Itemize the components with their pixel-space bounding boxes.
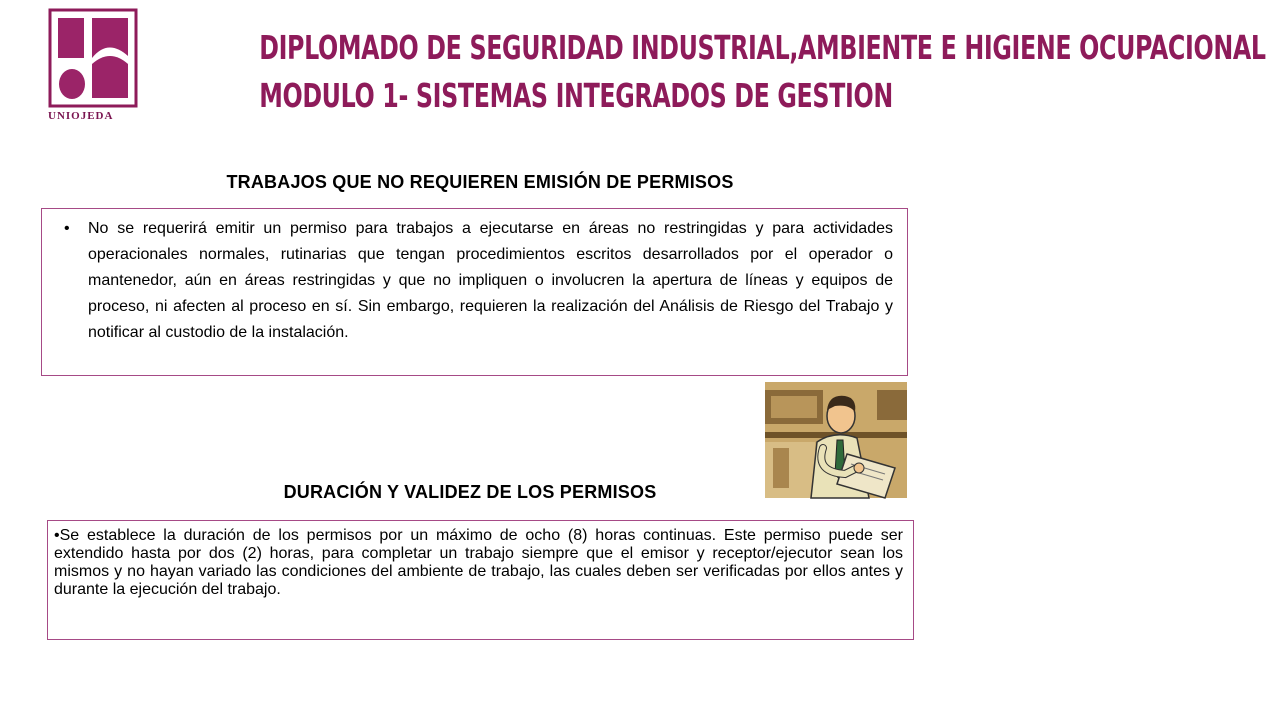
no-permits-paragraph: No se requerirá emitir un permiso para trabajos a ejecutarse en áreas no restringidas y para actividades operacionales normales, rutinarias que tengan procedimientos escritos desarrollados por el operador o mantenedor, aún en áreas restringidas y que no impliquen o involucren la apertura de líneas y equipos de proceso, ni afecten al proceso en sí. Sin embargo, requieren la realización del Análisis de Riesgo del Trabajo y notificar al custodio de la instalación.: [88, 220, 893, 341]
header-subtitle: MODULO 1- SISTEMAS INTEGRADOS DE GESTION: [259, 76, 893, 115]
no-permits-text-box: [41, 208, 908, 376]
section-title-no-permits: TRABAJOS QUE NO REQUIEREN EMISIÓN DE PERMISOS: [226, 172, 734, 192]
header-title: DIPLOMADO DE SEGURIDAD INDUSTRIAL,AMBIENTE E HIGIENE OCUPACIONAL: [259, 28, 1266, 67]
logo-caption: UNIOJEDA: [48, 110, 114, 122]
duration-paragraph: •Se establece la duración de los permisos por un máximo de ocho (8) horas continuas. Este permiso puede ser extendido hasta por dos (2) horas, para completar un trabajo siempre que el emisor y receptor/ejecutor sean los mismos y no hayan variado las condiciones del ambiente de trabajo, las cuales deben ser verificadas por ellos antes y durante la ejecución del trabajo.: [54, 527, 903, 598]
duration-text-box: [47, 520, 914, 640]
bullet: •: [64, 220, 70, 237]
uniojeda-logo-icon: [48, 8, 140, 126]
section-title-duration: DURACIÓN Y VALIDEZ DE LOS PERMISOS: [283, 482, 657, 502]
worker-writing-clipboard-icon: [765, 382, 907, 498]
